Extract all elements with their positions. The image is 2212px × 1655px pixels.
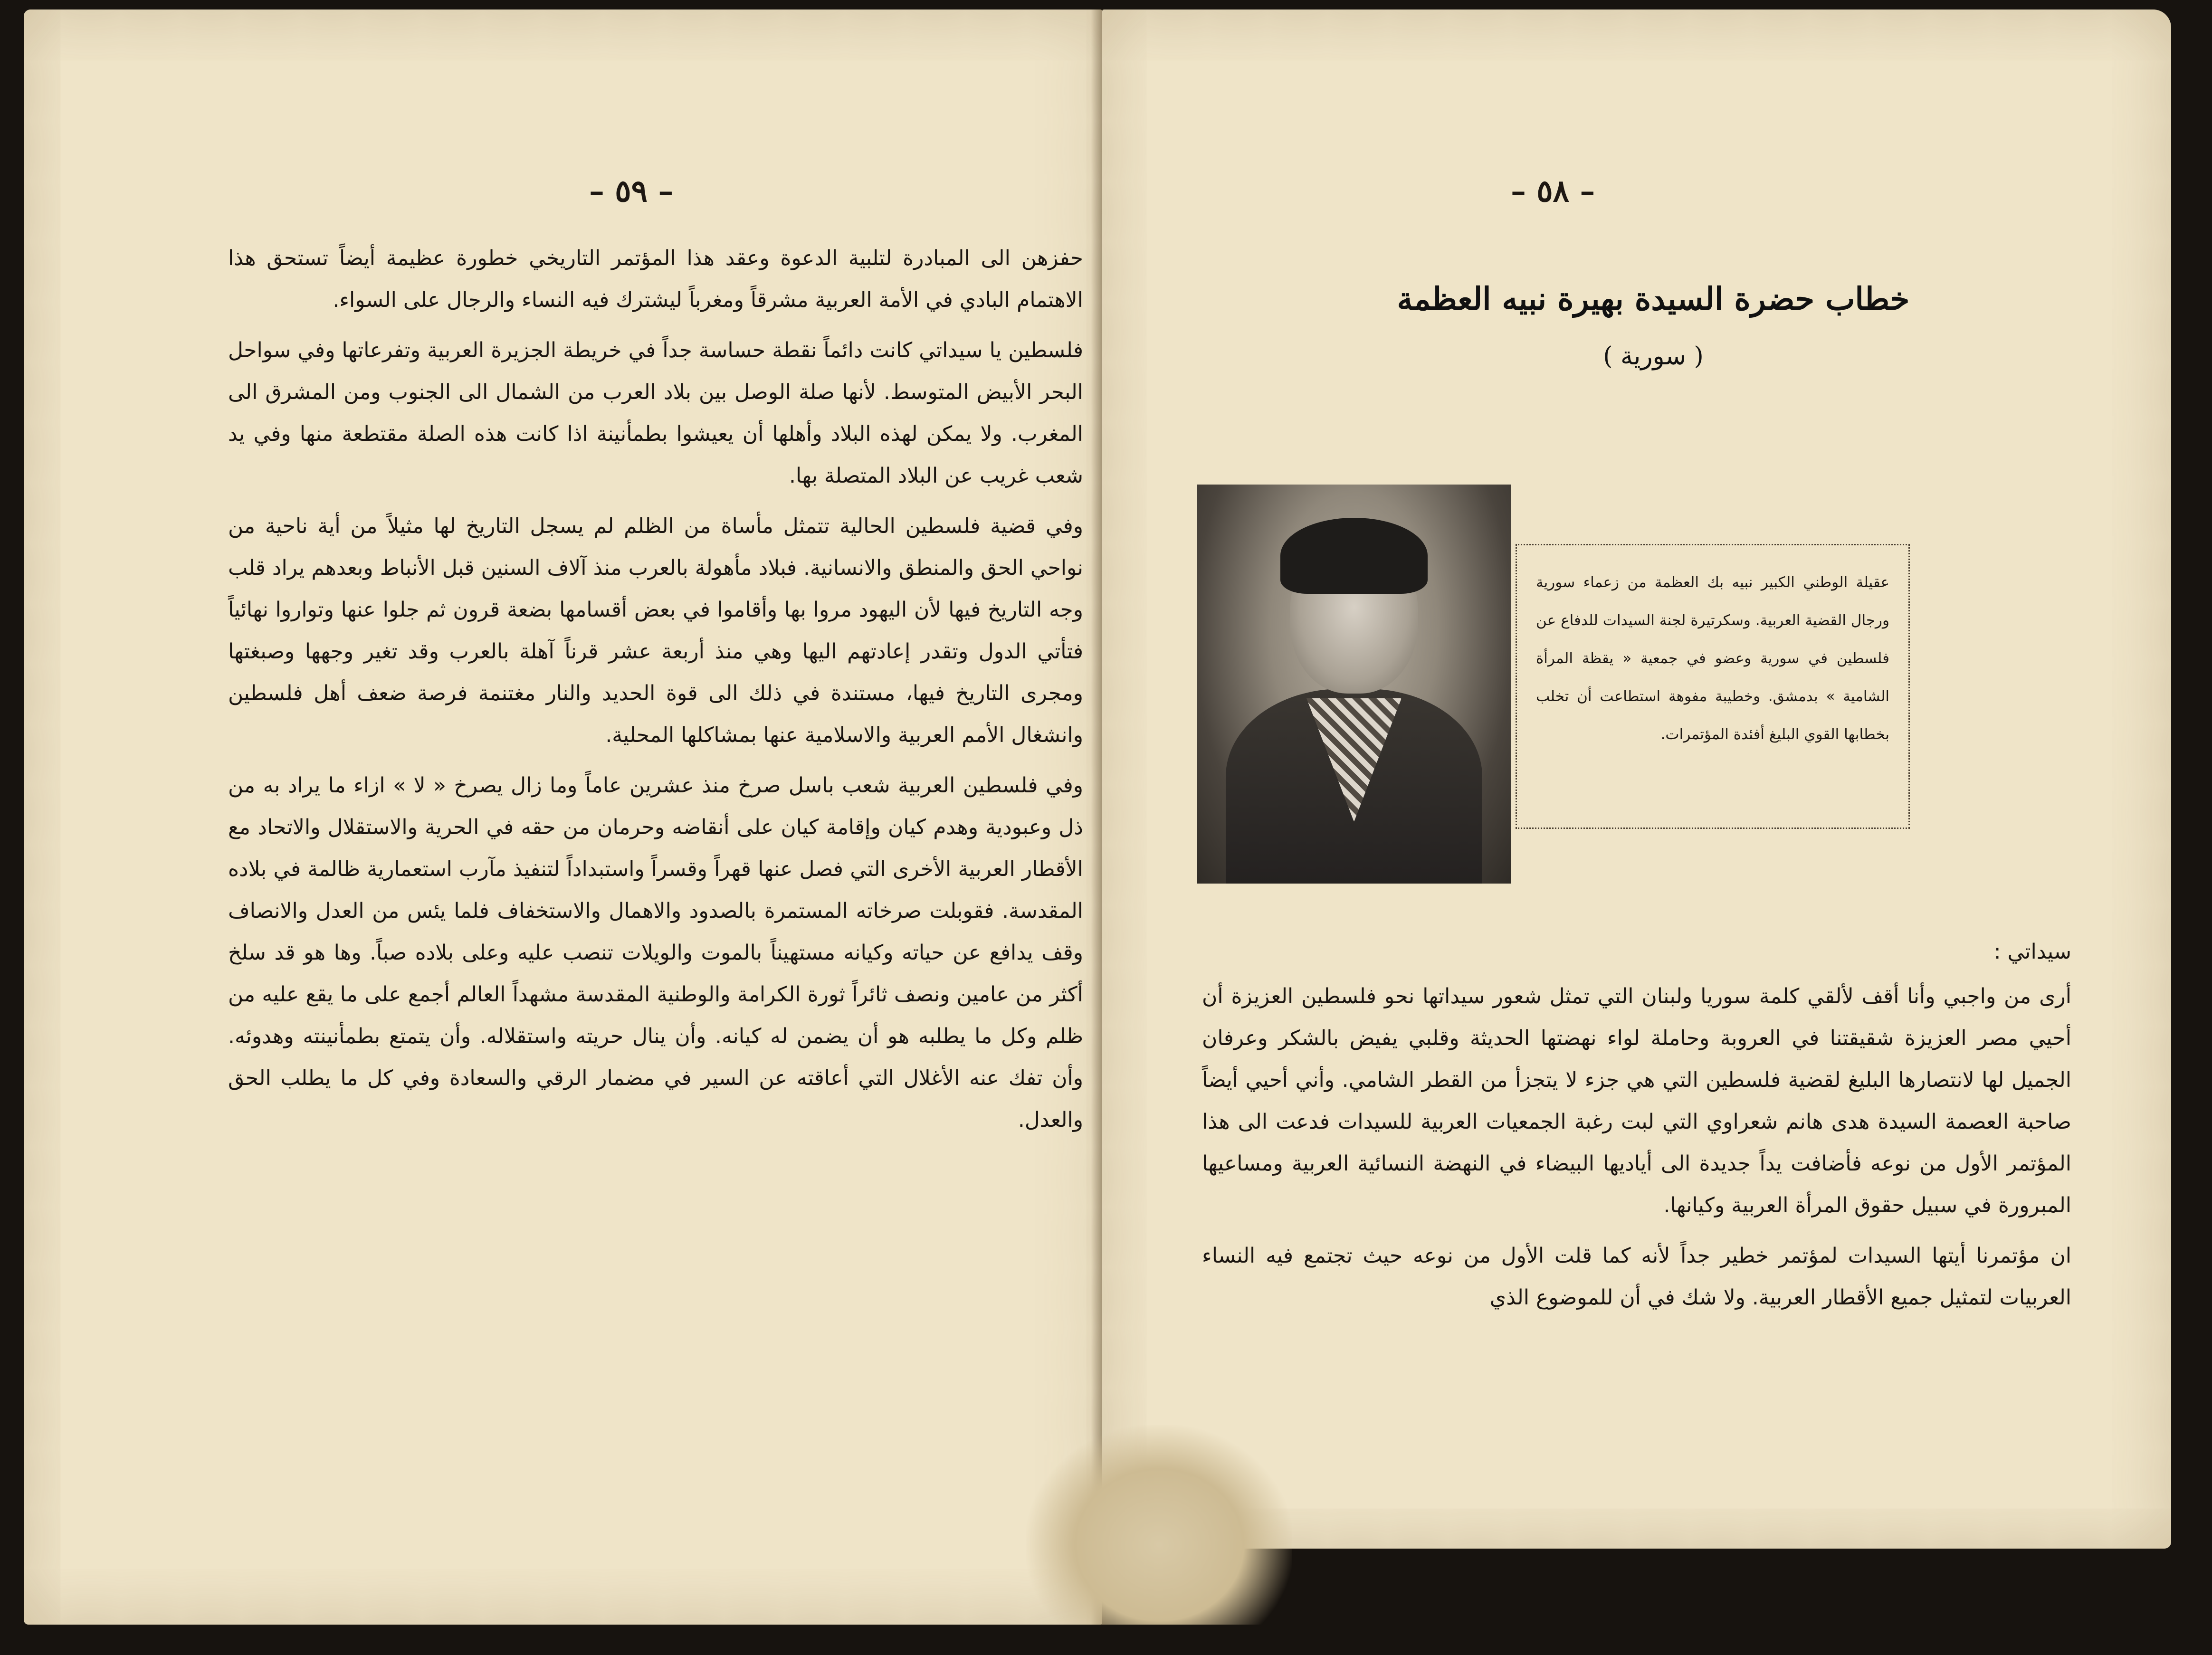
photo-hair [1280, 518, 1428, 594]
portrait-photo [1197, 485, 1511, 884]
left-page [24, 10, 1102, 1625]
paragraph: وفي فلسطين العربية شعب باسل صرخ منذ عشرين عاماً وما زال يصرخ « لا » ازاء ما يراد به من ذل وعبودية وهدم كيان وإقامة كيان على أنقاضه وحرمان من حقه في الحرية والاستقلال والاتحاد مع الأقطار العربية الأخرى التي فصل عنها قهراً وقسراً واستبداداً لتنفيذ مآرب استعمارية ظالمة في بلاده المقدسة. فقوبلت صرخاته المستمرة بالصدود والاهمال والاستخفاف فلما يئس من العدل والانصاف وقف يدافع عن حياته وكيانه مستهيناً بالموت والويلات تنصب عليه وعلى بلاده صباً. وها هو قد سلخ أكثر من عامين ونصف ثائراً ثورة الكرامة والوطنية المقدسة مشهداً العالم أجمع على ما يقع عليه من ظلم وكل ما يطلبه هو أن يضمن له كيانه. وأن ينال حريته واستقلاله. وأن يتمتع بطمأنينته وهدوئه. وأن تفك عنه الأغلال التي أعاقته عن السير في مضمار الرقي والسعادة وفي كل ما يطلب الحق والعدل. [228, 773, 1083, 1132]
paragraph: وفي قضية فلسطين الحالية تتمثل مأساة من الظلم لم يسجل التاريخ لها مثيلاً من أية ناحية من نواحي الحق والمنطق والانسانية. فبلاد مأهولة بالعرب منذ آلاف السنين قبل الأنباط وبعدهم يراد قلب وجه التاريخ فيها لأن اليهود مروا بها وأقاموا في بعض أقسامها بضعة قرون ثم جلوا عنها وتواروا نهائياً فتأتي الدول وتقدر إعادتهم اليها وهي منذ أربعة عشر قرناً آهلة بالعرب وقد تغير وجهها وصبغتها ومجرى التاريخ فيها، مستندة في ذلك الى قوة الحديد والنار مغتنمة فرصة ضعف أهل فلسطين وانشغال الأمم العربية والاسلامية عنها بمشاكلها المحلية. [228, 514, 1083, 747]
paragraph: فلسطين يا سيداتي كانت دائماً نقطة حساسة جداً في خريطة الجزيرة العربية وتفرعاتها وفي سواحل البحر الأبيض المتوسط. لأنها صلة الوصل بين بلاد العرب من الشمال الى الجنوب ومن المشرق الى المغرب. ولا يمكن لهذه البلاد وأهلها أن يعيشوا بطمأنينة اذا كانت هذه الصلة مقتطعة منها وفي يد شعب غريب عن البلاد المتصلة بها. [228, 338, 1083, 488]
biography-box: عقيلة الوطني الكبير نبيه بك العظمة من زعماء سورية ورجال القضية العربية. وسكرتيرة لجنة السيدات للدفاع عن فلسطين في سورية وعضو في جمعية « يقظة المرأة الشامية » بدمشق. وخطيبة مفوهة استطاعت أن تخلب بخطابها القوي البليغ أفئدة المؤتمرات. [1516, 544, 1910, 829]
right-page [1102, 10, 2171, 1549]
speech-title: خطاب حضرة السيدة بهيرة نبيه العظمة [1397, 280, 1910, 317]
paragraph: أرى من واجبي وأنا أقف لألقي كلمة سوريا ولبنان التي تمثل شعور سيداتها نحو فلسطين العزيزة أن أحيي مصر العزيزة شقيقتنا في العروبة وحاملة لواء نهضتها الحديثة وقلبي يفيض بالشكر وعرفان الجميل لها لانتصارها البليغ لقضية فلسطين التي هي جزء لا يتجزأ من القطر الشامي. وأني أحيي أيضاً صاحبة العصمة السيدة هدى هانم شعراوي التي لبت رغبة الجمعيات العربية للسيدات فدعت الى هذا المؤتمر الأول من نوعه فأضافت يداً جديدة الى أياديها البيضاء في النهضة النسائية العربية ومساعيها المبرورة في سبيل حقوق المرأة العربية وكيانها. [1202, 984, 2071, 1217]
salutation: سيداتي : [1993, 940, 2071, 964]
right-page-body [1202, 931, 2071, 1319]
page-number-right: – ٥٨ – [1511, 173, 1595, 209]
torn-paper-edge [1026, 1425, 1292, 1625]
paragraph: ان مؤتمرنا أيتها السيدات لمؤتمر خطير جداً لأنه كما قلت الأول من نوعه حيث تجتمع فيه النساء العربيات لتمثيل جميع الأقطار العربية. ولا شك في أن للموضوع الذي [1202, 1244, 2071, 1310]
left-page-body [228, 238, 1083, 1141]
speech-subtitle: ( سورية ) [1603, 342, 1704, 371]
paragraph: حفزهن الى المبادرة لتلبية الدعوة وعقد هذا المؤتمر التاريخي خطورة عظيمة أيضاً تستحق هذا الاهتمام البادي في الأمة العربية مشرقاً ومغرباً ليشترك فيه النساء والرجال على السواء. [228, 246, 1083, 312]
page-number-left: – ٥٩ – [589, 173, 674, 209]
